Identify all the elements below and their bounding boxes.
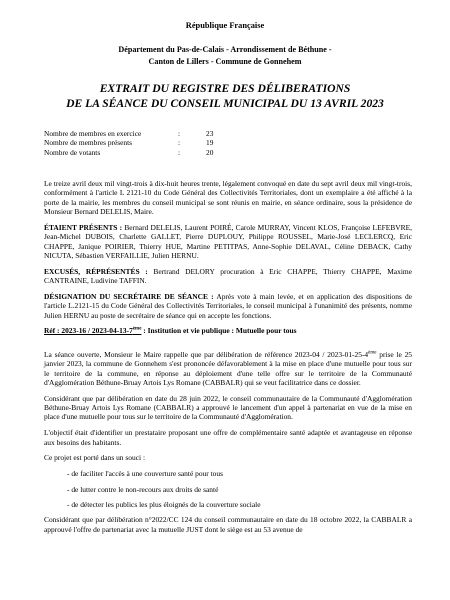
republic-heading: République Française (185, 21, 265, 30)
secretaire-label: DÉSIGNATION DU SECRÉTAIRE DE SÉANCE : (44, 291, 214, 301)
paragraph-5: Considérant que par délibération n°2022/CC 124 du conseil communautaire en date du 18 octobre 2022, la CABBALR a approuvé l'offre de partenariat avec la mutuelle JUST dont le siège est au 53 avenue de (44, 515, 412, 534)
members-row (44, 138, 236, 147)
list-item: - de détecter les publics les plus éloignés de la couverture sociale (67, 499, 261, 509)
secretaire-paragraph (44, 292, 412, 320)
list-item: - de faciliter l'accès à une couverture santé pour tous (67, 469, 224, 479)
members-value: 23 (206, 129, 214, 138)
department-heading (20, 44, 430, 67)
title-line-1: EXTRAIT DU REGISTRE DES DÉLIBERATIONS (99, 82, 351, 95)
title-line-2: DE LA SÉANCE DU CONSEIL MUNICIPAL DU 13 AVRIL 2023 (66, 96, 384, 110)
reference-number (44, 326, 141, 335)
excuses-text: Bertrand DELORY procuration à Eric CHAPPE, Thierry CHAPPE, Maxime CANTRAINE, Ludivine TAFFIN. (44, 266, 412, 286)
department-line-1: Département du Pas-de-Calais - Arrondissement de Béthune - (118, 45, 332, 54)
paragraph-3: L'objectif était d'identifier un prestataire proposant une offre de complémentaire santé adaptée et avantageuse en réponse aux besoins des habitants. (44, 428, 412, 447)
paragraph-1-sup: ème (368, 350, 377, 356)
deliberation-reference (44, 326, 412, 335)
list-item: - de lutter contre le non-recours aux droits de santé (67, 484, 219, 494)
members-label: Nombre de membres présents (44, 138, 133, 148)
objectives-list (67, 469, 412, 509)
members-value: 20 (206, 147, 214, 157)
paragraph-1 (44, 350, 412, 387)
document-title (20, 82, 430, 112)
presents-label: ÉTAIENT PRÉSENTS : (44, 222, 123, 232)
members-sep: : (178, 129, 181, 138)
presents-text: Bernard DELELIS, Laurent POIRÉ, Carole MURRAY, Vincent KLOS, Françoise LEFEBVRE, Jean-Michel DUBOIS, Charlette GALLET, Pierre DUPLOUY, Philippe ROUSSEL, Marie-José LECLERCQ, Eric CHAPPE, Janique POIRIER, Thierry HUE, Martine PETITPAS, Anne-Sophie DELAVAL, Céline DEBACK, Cathy NICUTA, Sébastien VERFAILLIE, Julien HERNU. (44, 222, 412, 260)
presents-paragraph (44, 223, 412, 260)
document-body (44, 179, 412, 540)
reference-sup: ème (132, 326, 142, 332)
members-label: Nombre de membres en exercice (44, 129, 142, 138)
excuses-label: EXCUSÉS, RÉPRÉSENTÉS : (44, 266, 148, 276)
members-sep: : (178, 138, 181, 148)
intro-paragraph: Le treize avril deux mil vingt-trois à dix-huit heures trente, légalement convoqué en date du sept avril deux mil vingt-trois, conformément à l'article L 2121-10 du Code Général des Collectivités Territoriales, dont un exemplaire a été affiché à la porte de la mairie, les membres du conseil municipal se sont réunis en mairie, en séance ordinaire, sous la présidence de Monsieur Bernard DELELIS, Maire. (44, 179, 412, 217)
reference-title: : Institution et vie publique : Mutuelle pour tous (141, 326, 297, 336)
members-value: 19 (206, 138, 214, 148)
excuses-paragraph (44, 267, 412, 286)
members-count-table (44, 129, 236, 157)
members-label: Nombre de votants (44, 147, 101, 157)
secretaire-text: Après vote à main levée, et en application des dispositions de l'article L.2121-15 du Code Général des Collectivités Territoriales, le conseil municipal à l'unanimité des présents, nomme Julien HERNU au poste de secrétaire de séance qui en accepte les fonctions. (44, 291, 412, 320)
members-sep: : (178, 147, 181, 157)
paragraph-1-end: prise le 25 janvier 2023, la commune de Gonnehem s'est prononcée défavorablement à la mise en place d'une mutuelle pour tous sur le territoire de la commune, en réponse au déploiement d'une telle offre sur le territoire de la Communauté d'Agglomération Béthune-Bruay Artois Lys Romane (CABBALR) qui se veut facilitatrice dans ce dossier. (44, 349, 413, 387)
reference-label: Réf : 2023-16 / 2023-04-13-7 (44, 326, 133, 336)
paragraph-1-start: La séance ouverte, Monsieur le Maire rappelle que par délibération de référence 2023-04 / 2023-01-25-4 (44, 349, 369, 359)
members-row (44, 148, 236, 157)
department-line-2: Canton de Lillers - Commune de Gonnehem (148, 56, 302, 66)
members-row (44, 129, 236, 138)
paragraph-4: Ce projet est porté dans un souci : (44, 453, 146, 463)
paragraph-2: Considérant que par délibération en date du 28 juin 2022, le conseil communautaire de la Communauté d'Agglomération Béthune-Bruay Artois Lys Romane (CABBALR) a approuvé le lancement d'un appel à partenariat en vue de la mise en place d'une mutuelle pour tous sur le territoire de la Communauté d'Agglomération. (44, 393, 412, 422)
